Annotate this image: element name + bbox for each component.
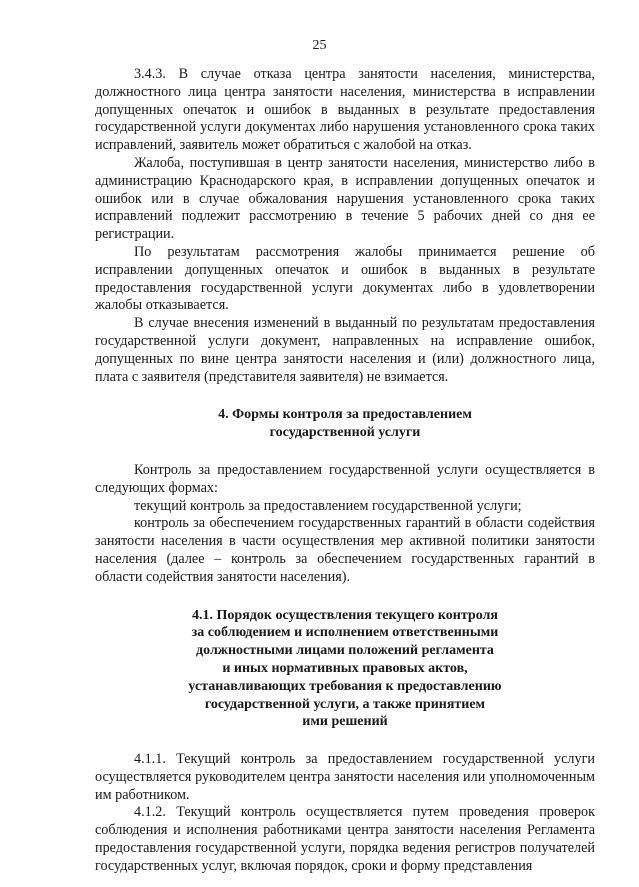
paragraph-complaint: Жалоба, поступившая в центр занятости населения, министерство либо в администрацию Краснодарского края, в исправлении допущенных опечаток и ошибок или в случае обжалования нарушения установленного срока таких исправлений подлежит рассмотрению в течение 5 рабочих дней со дня ее регистрации. [95, 154, 595, 243]
heading-line: 4.1. Порядок осуществления текущего контроля [192, 607, 498, 623]
heading-line: должностными лицами положений регламента [196, 643, 494, 659]
paragraph-current-control: текущий контроль за предоставлением государственной услуги; [134, 497, 522, 514]
page-number: 25 [312, 38, 327, 53]
paragraph-4-1-2: 4.1.2. Текущий контроль осуществляется путем проведения проверок соблюдения и исполнения работниками центра занятости населения Регламента предоставления государственной услуги, порядка ведения регистров получателей государственных услуг, включая порядок, сроки и форму представления [95, 804, 595, 874]
heading-line: за соблюдением и исполнением ответственными [191, 625, 499, 641]
paragraph-no-fee: В случае внесения изменений в выданный по результатам предоставления государственной услуги документ, направленных на исправление ошибок, допущенных по вине центра занятости населения и (или) должностного лица, плата с заявителя (представителя заявителя) не взимается. [95, 315, 595, 385]
heading-line: 4. Формы контроля за предоставлением [218, 407, 472, 423]
heading-line: и иных нормативных правовых актов, [222, 660, 468, 676]
paragraph-3-4-3: 3.4.3. В случае отказа центра занятости населения, министерства, должностного лица центра занятости населения, министерства в исправлении допущенных опечаток и ошибок в выданных в результате предоставления государственной услуги документах либо нарушения установленного срока таких исправлений, заявитель может обратиться с жалобой на отказ. [95, 66, 595, 154]
paragraph-4-1-1: 4.1.1. Текущий контроль за предоставлением государственной услуги осуществляется руководителем центра занятости населения или уполномоченным им работником. [95, 751, 595, 803]
paragraph-decision: По результатам рассмотрения жалобы принимается решение об исправлении допущенных опечаток и ошибок в выданных в результате предоставления государственной услуги документах либо в удовлетворении жалобы отказывается. [95, 243, 595, 314]
section-heading-4-1 [95, 607, 595, 732]
heading-line: устанавливающих требования к предоставлению [188, 678, 502, 694]
section-heading-4 [95, 406, 595, 442]
paragraph-guarantee-control: контроль за обеспечением государственных гарантий в области содействия занятости населения в части осуществления мер активной политики занятости населения (далее – контроль за обеспечением государственных гарантий в области содействия занятости населения). [95, 515, 595, 585]
paragraph-control-forms: Контроль за предоставлением государственной услуги осуществляется в следующих формах: [95, 461, 595, 496]
heading-line: государственной услуги [269, 425, 421, 441]
heading-line: ими решений [302, 714, 388, 730]
heading-line: государственной услуги, а также принятием [204, 696, 486, 712]
document-body [95, 66, 595, 876]
